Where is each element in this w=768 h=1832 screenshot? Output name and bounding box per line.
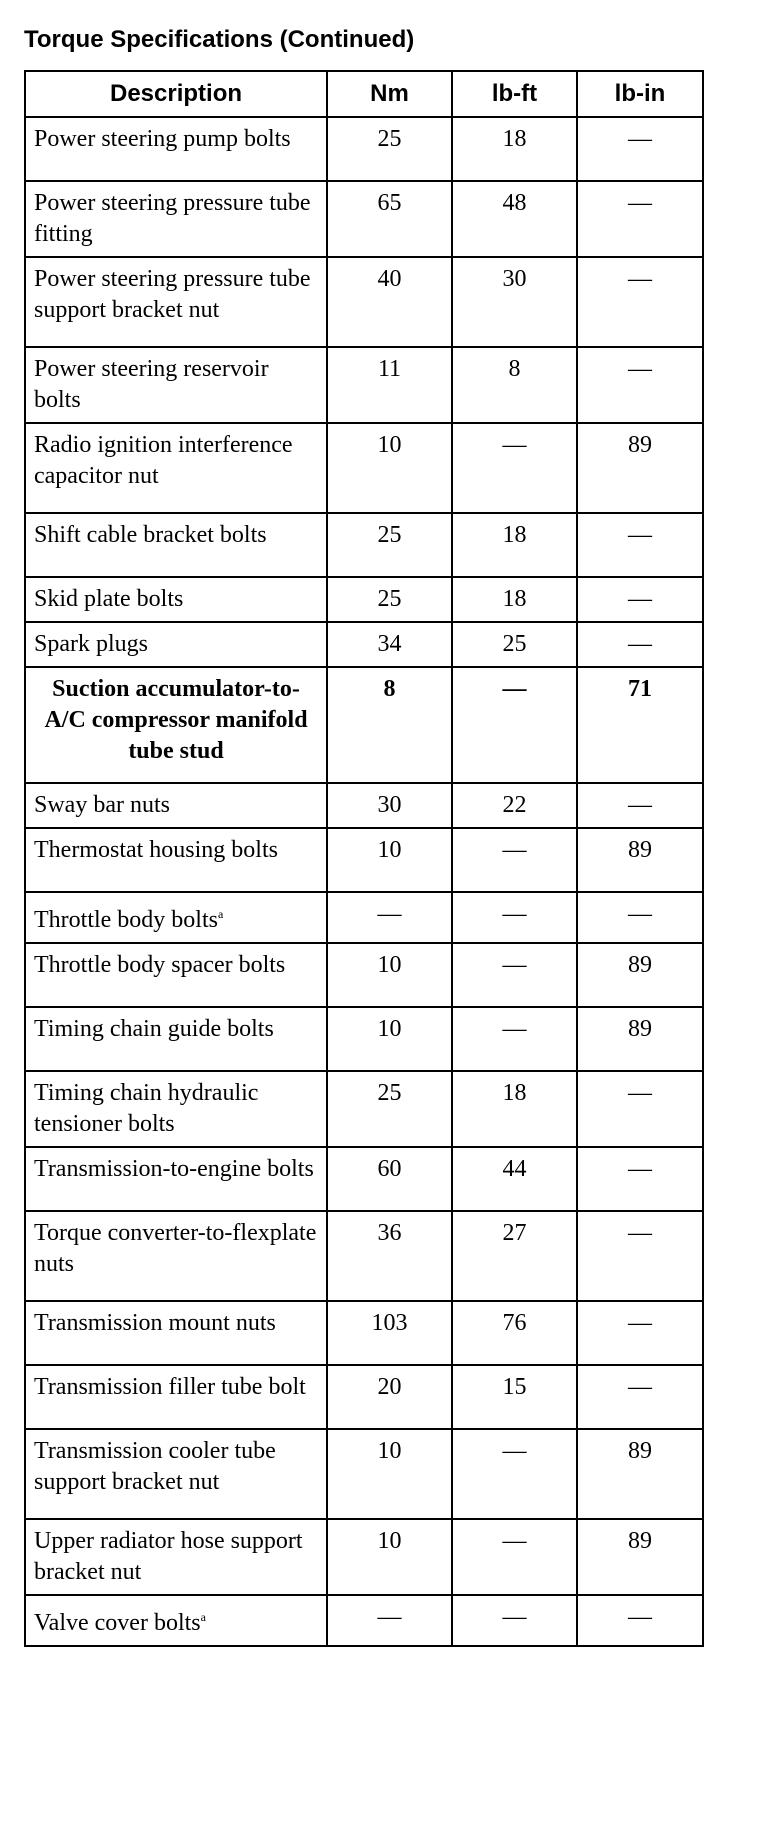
row-lbft-value: 18 (452, 117, 577, 181)
row-nm-value: 10 (327, 423, 452, 513)
table-row (25, 622, 703, 667)
row-description (25, 1595, 327, 1646)
row-lbin-value: — (577, 1147, 703, 1211)
description-text: Throttle body bolts (34, 907, 218, 933)
row-lbin-value: 89 (577, 423, 703, 513)
table-row (25, 257, 703, 347)
description-text: Transmission mount nuts (34, 1310, 276, 1336)
torque-spec-table (24, 70, 704, 1647)
description-text: Suction accumulator-to-A/C compressor manifold tube stud (44, 676, 308, 764)
description-text: Upper radiator hose support bracket nut (34, 1528, 303, 1585)
row-lbft-value: 22 (452, 783, 577, 828)
row-lbft-value: — (452, 943, 577, 1007)
row-nm-value: 30 (327, 783, 452, 828)
description-text: Valve cover bolts (34, 1610, 201, 1636)
description-text: Shift cable bracket bolts (34, 522, 267, 548)
row-description (25, 1519, 327, 1595)
row-description (25, 1301, 327, 1365)
row-nm-value: 20 (327, 1365, 452, 1429)
row-lbft-value: 27 (452, 1211, 577, 1301)
row-nm-value: 25 (327, 117, 452, 181)
row-lbft-value: 25 (452, 622, 577, 667)
header-lbin: lb-in (577, 71, 703, 117)
row-nm-value: 25 (327, 577, 452, 622)
row-description (25, 892, 327, 943)
row-lbft-value: 18 (452, 513, 577, 577)
footnote-marker: a (217, 907, 224, 921)
description-text: Power steering pressure tube fitting (34, 190, 311, 247)
row-lbin-value: 89 (577, 1007, 703, 1071)
row-description (25, 943, 327, 1007)
row-lbin-value: — (577, 1211, 703, 1301)
row-description (25, 1147, 327, 1211)
row-lbin-value: — (577, 1301, 703, 1365)
table-row (25, 1365, 703, 1429)
table-row (25, 783, 703, 828)
description-text: Transmission cooler tube support bracket nut (34, 1438, 276, 1495)
row-lbin-value: — (577, 1365, 703, 1429)
row-description (25, 1071, 327, 1147)
row-nm-value: 10 (327, 1007, 452, 1071)
row-nm-value: 65 (327, 181, 452, 257)
table-row (25, 1595, 703, 1646)
row-lbft-value: — (452, 1595, 577, 1646)
table-row (25, 181, 703, 257)
row-nm-value: 11 (327, 347, 452, 423)
row-nm-value: 10 (327, 943, 452, 1007)
table-row (25, 1071, 703, 1147)
footnote-marker: a (200, 1610, 206, 1624)
description-text: Torque converter-to-flexplate nuts (34, 1220, 317, 1277)
table-row (25, 117, 703, 181)
row-nm-value: — (327, 1595, 452, 1646)
header-description: Description (25, 71, 327, 117)
table-row (25, 1147, 703, 1211)
row-description (25, 667, 327, 783)
header-lbft: lb-ft (452, 71, 577, 117)
row-description (25, 1429, 327, 1519)
row-description (25, 1211, 327, 1301)
row-lbft-value: — (452, 828, 577, 892)
page-title: Torque Specifications (Continued) (24, 26, 415, 53)
description-text: Thermostat housing bolts (34, 837, 278, 863)
table-row (25, 667, 703, 783)
row-nm-value: — (327, 892, 452, 943)
description-text: Spark plugs (34, 631, 148, 657)
table-row (25, 577, 703, 622)
row-lbin-value: 89 (577, 943, 703, 1007)
description-text: Power steering pump bolts (34, 126, 291, 152)
table-row (25, 347, 703, 423)
description-text: Radio ignition interference capacitor nut (34, 432, 293, 489)
row-description (25, 783, 327, 828)
row-lbin-value: — (577, 1071, 703, 1147)
table-row (25, 828, 703, 892)
row-nm-value: 8 (327, 667, 452, 783)
row-nm-value: 40 (327, 257, 452, 347)
row-lbin-value: — (577, 513, 703, 577)
row-lbft-value: 30 (452, 257, 577, 347)
table-row (25, 1301, 703, 1365)
table-row (25, 1211, 703, 1301)
table-row (25, 943, 703, 1007)
row-nm-value: 60 (327, 1147, 452, 1211)
row-lbft-value: — (452, 1519, 577, 1595)
row-nm-value: 25 (327, 1071, 452, 1147)
description-text: Skid plate bolts (34, 586, 184, 612)
row-lbft-value: 15 (452, 1365, 577, 1429)
row-nm-value: 10 (327, 828, 452, 892)
row-description (25, 1365, 327, 1429)
row-lbin-value: — (577, 577, 703, 622)
row-lbin-value: — (577, 622, 703, 667)
row-description (25, 423, 327, 513)
row-lbft-value: — (452, 423, 577, 513)
row-nm-value: 10 (327, 1519, 452, 1595)
table-body (25, 117, 703, 1646)
row-description (25, 577, 327, 622)
row-description (25, 1007, 327, 1071)
row-lbft-value: 8 (452, 347, 577, 423)
table-row (25, 1519, 703, 1595)
table-row (25, 1007, 703, 1071)
row-description (25, 117, 327, 181)
row-lbin-value: — (577, 257, 703, 347)
description-text: Transmission filler tube bolt (34, 1374, 306, 1400)
header-nm: Nm (327, 71, 452, 117)
row-description (25, 513, 327, 577)
header-row (25, 71, 703, 117)
row-lbft-value: 48 (452, 181, 577, 257)
row-description (25, 257, 327, 347)
description-text: Throttle body spacer bolts (34, 952, 286, 978)
row-description (25, 181, 327, 257)
row-lbin-value: 89 (577, 828, 703, 892)
description-text: Transmission-to-engine bolts (34, 1156, 314, 1182)
row-lbin-value: 89 (577, 1429, 703, 1519)
row-lbin-value: 89 (577, 1519, 703, 1595)
table-row (25, 423, 703, 513)
description-text: Power steering reservoir bolts (34, 356, 269, 413)
table-row (25, 892, 703, 943)
row-lbft-value: — (452, 892, 577, 943)
row-lbft-value: 76 (452, 1301, 577, 1365)
row-lbin-value: — (577, 1595, 703, 1646)
description-text: Timing chain guide bolts (34, 1016, 274, 1042)
row-lbin-value: — (577, 892, 703, 943)
row-lbft-value: — (452, 667, 577, 783)
row-lbft-value: 18 (452, 577, 577, 622)
row-nm-value: 34 (327, 622, 452, 667)
row-lbin-value: — (577, 347, 703, 423)
row-lbin-value: — (577, 117, 703, 181)
row-nm-value: 25 (327, 513, 452, 577)
table-row (25, 513, 703, 577)
table-row (25, 1429, 703, 1519)
description-text: Power steering pressure tube support bracket nut (34, 266, 311, 323)
row-lbft-value: 18 (452, 1071, 577, 1147)
row-lbft-value: 44 (452, 1147, 577, 1211)
row-lbin-value: 71 (577, 667, 703, 783)
row-nm-value: 103 (327, 1301, 452, 1365)
row-nm-value: 10 (327, 1429, 452, 1519)
row-lbin-value: — (577, 181, 703, 257)
row-description (25, 347, 327, 423)
row-lbin-value: — (577, 783, 703, 828)
row-nm-value: 36 (327, 1211, 452, 1301)
description-text: Sway bar nuts (34, 792, 170, 818)
row-description (25, 622, 327, 667)
row-lbft-value: — (452, 1007, 577, 1071)
description-text: Timing chain hydraulic tensioner bolts (34, 1080, 259, 1137)
row-lbft-value: — (452, 1429, 577, 1519)
row-description (25, 828, 327, 892)
